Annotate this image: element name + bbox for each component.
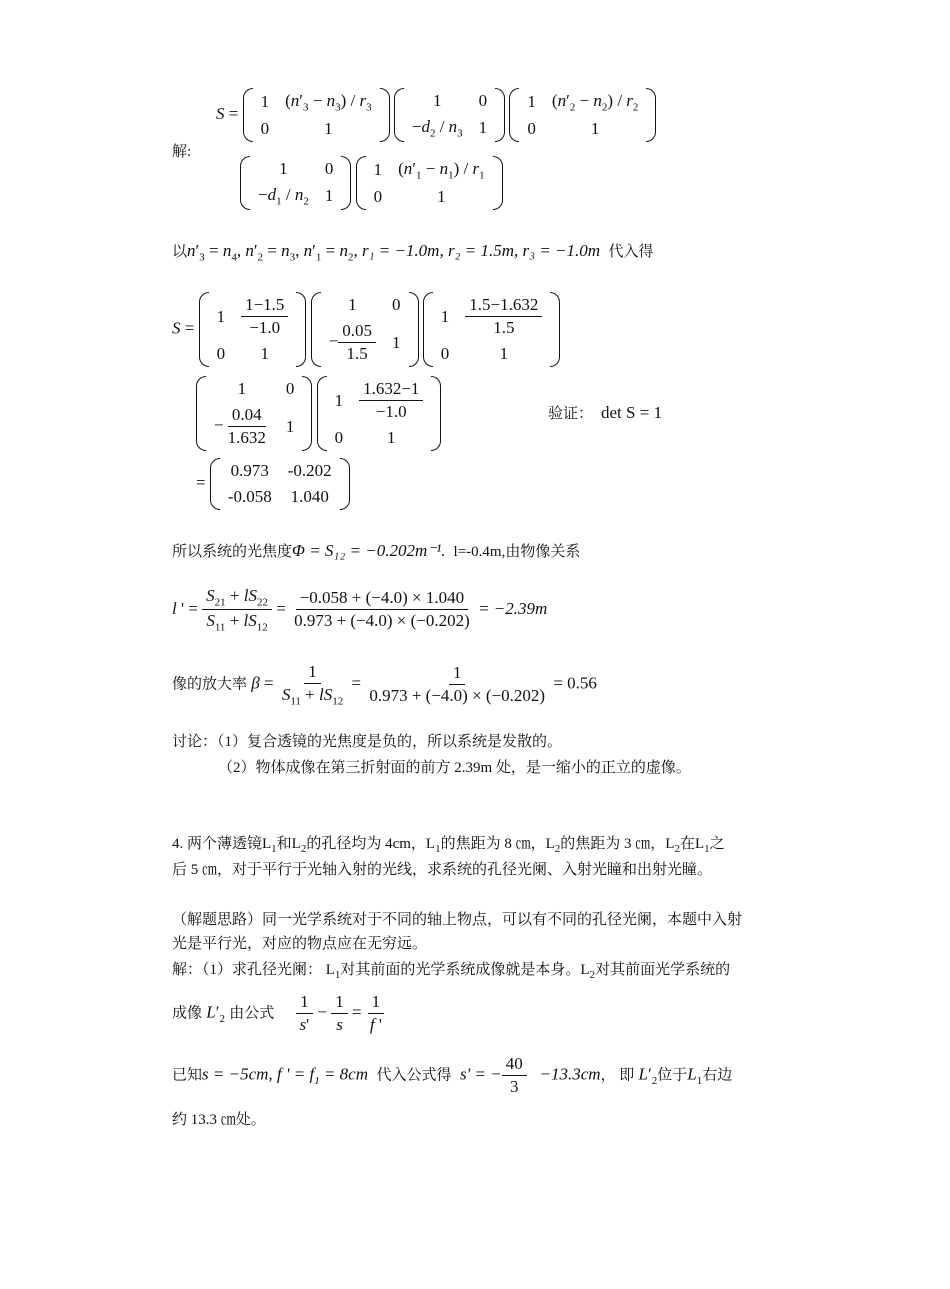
- magnification-formula: 像的放大率 β = $\frac{1}{S_{11} + lS_{12}}$ = $\frac{1}{0.973 + (-4.0) \times (-0.202)}$ = 0.56: [172, 662, 597, 708]
- jie-label: 解:: [172, 144, 192, 160]
- numeric-matrix-row2: 1 0 − $\frac{0.04}{1.632}$ 1 1 $\frac{1.632-1}{-1.0}$ 0 1: [196, 376, 441, 451]
- problem4-line2: 后 5 ㎝，对于平行于光轴入射的光线，求系统的孔径光阑、入射光瞳和出射光瞳。: [172, 862, 713, 878]
- result-matrix: = 0.973 -0.202 -0.058 1.040: [196, 458, 350, 510]
- solution-line: 解：（1）求孔径光阑： $L_1$对其前面的光学系统成像就是本身。$L_2$对其前面光学系统的: [172, 962, 731, 981]
- solution-idea-1: （解题思路）同一光学系统对于不同的轴上物点，可以有不同的孔径光阑，本题中入射: [172, 912, 743, 928]
- discussion-1: 讨论：（1）复合透镜的光焦度是负的，所以系统是发散的。: [172, 734, 563, 750]
- substitution-line: 以$n'_3 = n_4$, $n'_2 = n_3$, $n'_1 = n_2$, r₁ = −1.0m, r₂ = 1.5m, r₃ = −1.0m 代入得: [172, 241, 654, 264]
- focal-power-line: 所以系统的光焦度Φ = S₁₂ = −0.202m⁻¹. l=-0.4m,由物像关系: [172, 541, 581, 560]
- solution-idea-2: 光是平行光，对应的物点应在无穷远。: [172, 936, 428, 952]
- discussion-2: （2）物体成像在第三折射面的前方 2.39m 处，是一缩小的正立的虚像。: [218, 760, 691, 776]
- known-values-line: 已知s = −5cm, f ' = $f_1 = 8cm$ 代入公式得 s' = − $\frac{40}{3}$ −13.3cm， 即 $L'_2$位于$L_1$右边: [172, 1054, 733, 1096]
- lens-formula-line: 成像 $L'_2$ 由公式 $\frac{1}{s'}$ − $\frac{1}{s}$ = $\frac{1}{f '}$: [172, 992, 386, 1035]
- symbolic-matrix-row1: S = 1 $(n'_3 - n_3) / r_3$ 0 1 1 0 $-d_2 / n_3$ 1 1 $(n'_2 - n_2) / r_2$ 0 1: [216, 88, 656, 142]
- image-distance-formula: l ' = $\frac{S_{21} + lS_{22}}{S_{11} + lS_{12}}$ = $\frac{-0.058 + (-4.0) \times 1.040}{0.973 + (-4.0) \times (-0.202)}$ = −2.39m: [172, 586, 548, 634]
- about-line: 约 13.3 ㎝处。: [172, 1112, 266, 1128]
- problem4-line1: 4. 两个薄透镜$L_1$和$L_2$的孔径均为 4cm，$L_1$的焦距为 8 ㎝，$L_2$的焦距为 3 ㎝，$L_2$在$L_1$之: [172, 836, 725, 855]
- symbolic-matrix-row2: 1 0 $-d_1 / n_2$ 1 1 $(n'_1 - n_1) / r_1$ 0 1: [240, 156, 503, 210]
- numeric-matrix-row1: S = 1 $\frac{1-1.5}{-1.0}$ 0 1 1 0 − $\frac{0.05}{1.5}$ 1 1 $\frac{1.5-1.632}{1.5}$ 0 1: [172, 292, 560, 367]
- verify-note: 验证： det S = 1: [548, 403, 663, 422]
